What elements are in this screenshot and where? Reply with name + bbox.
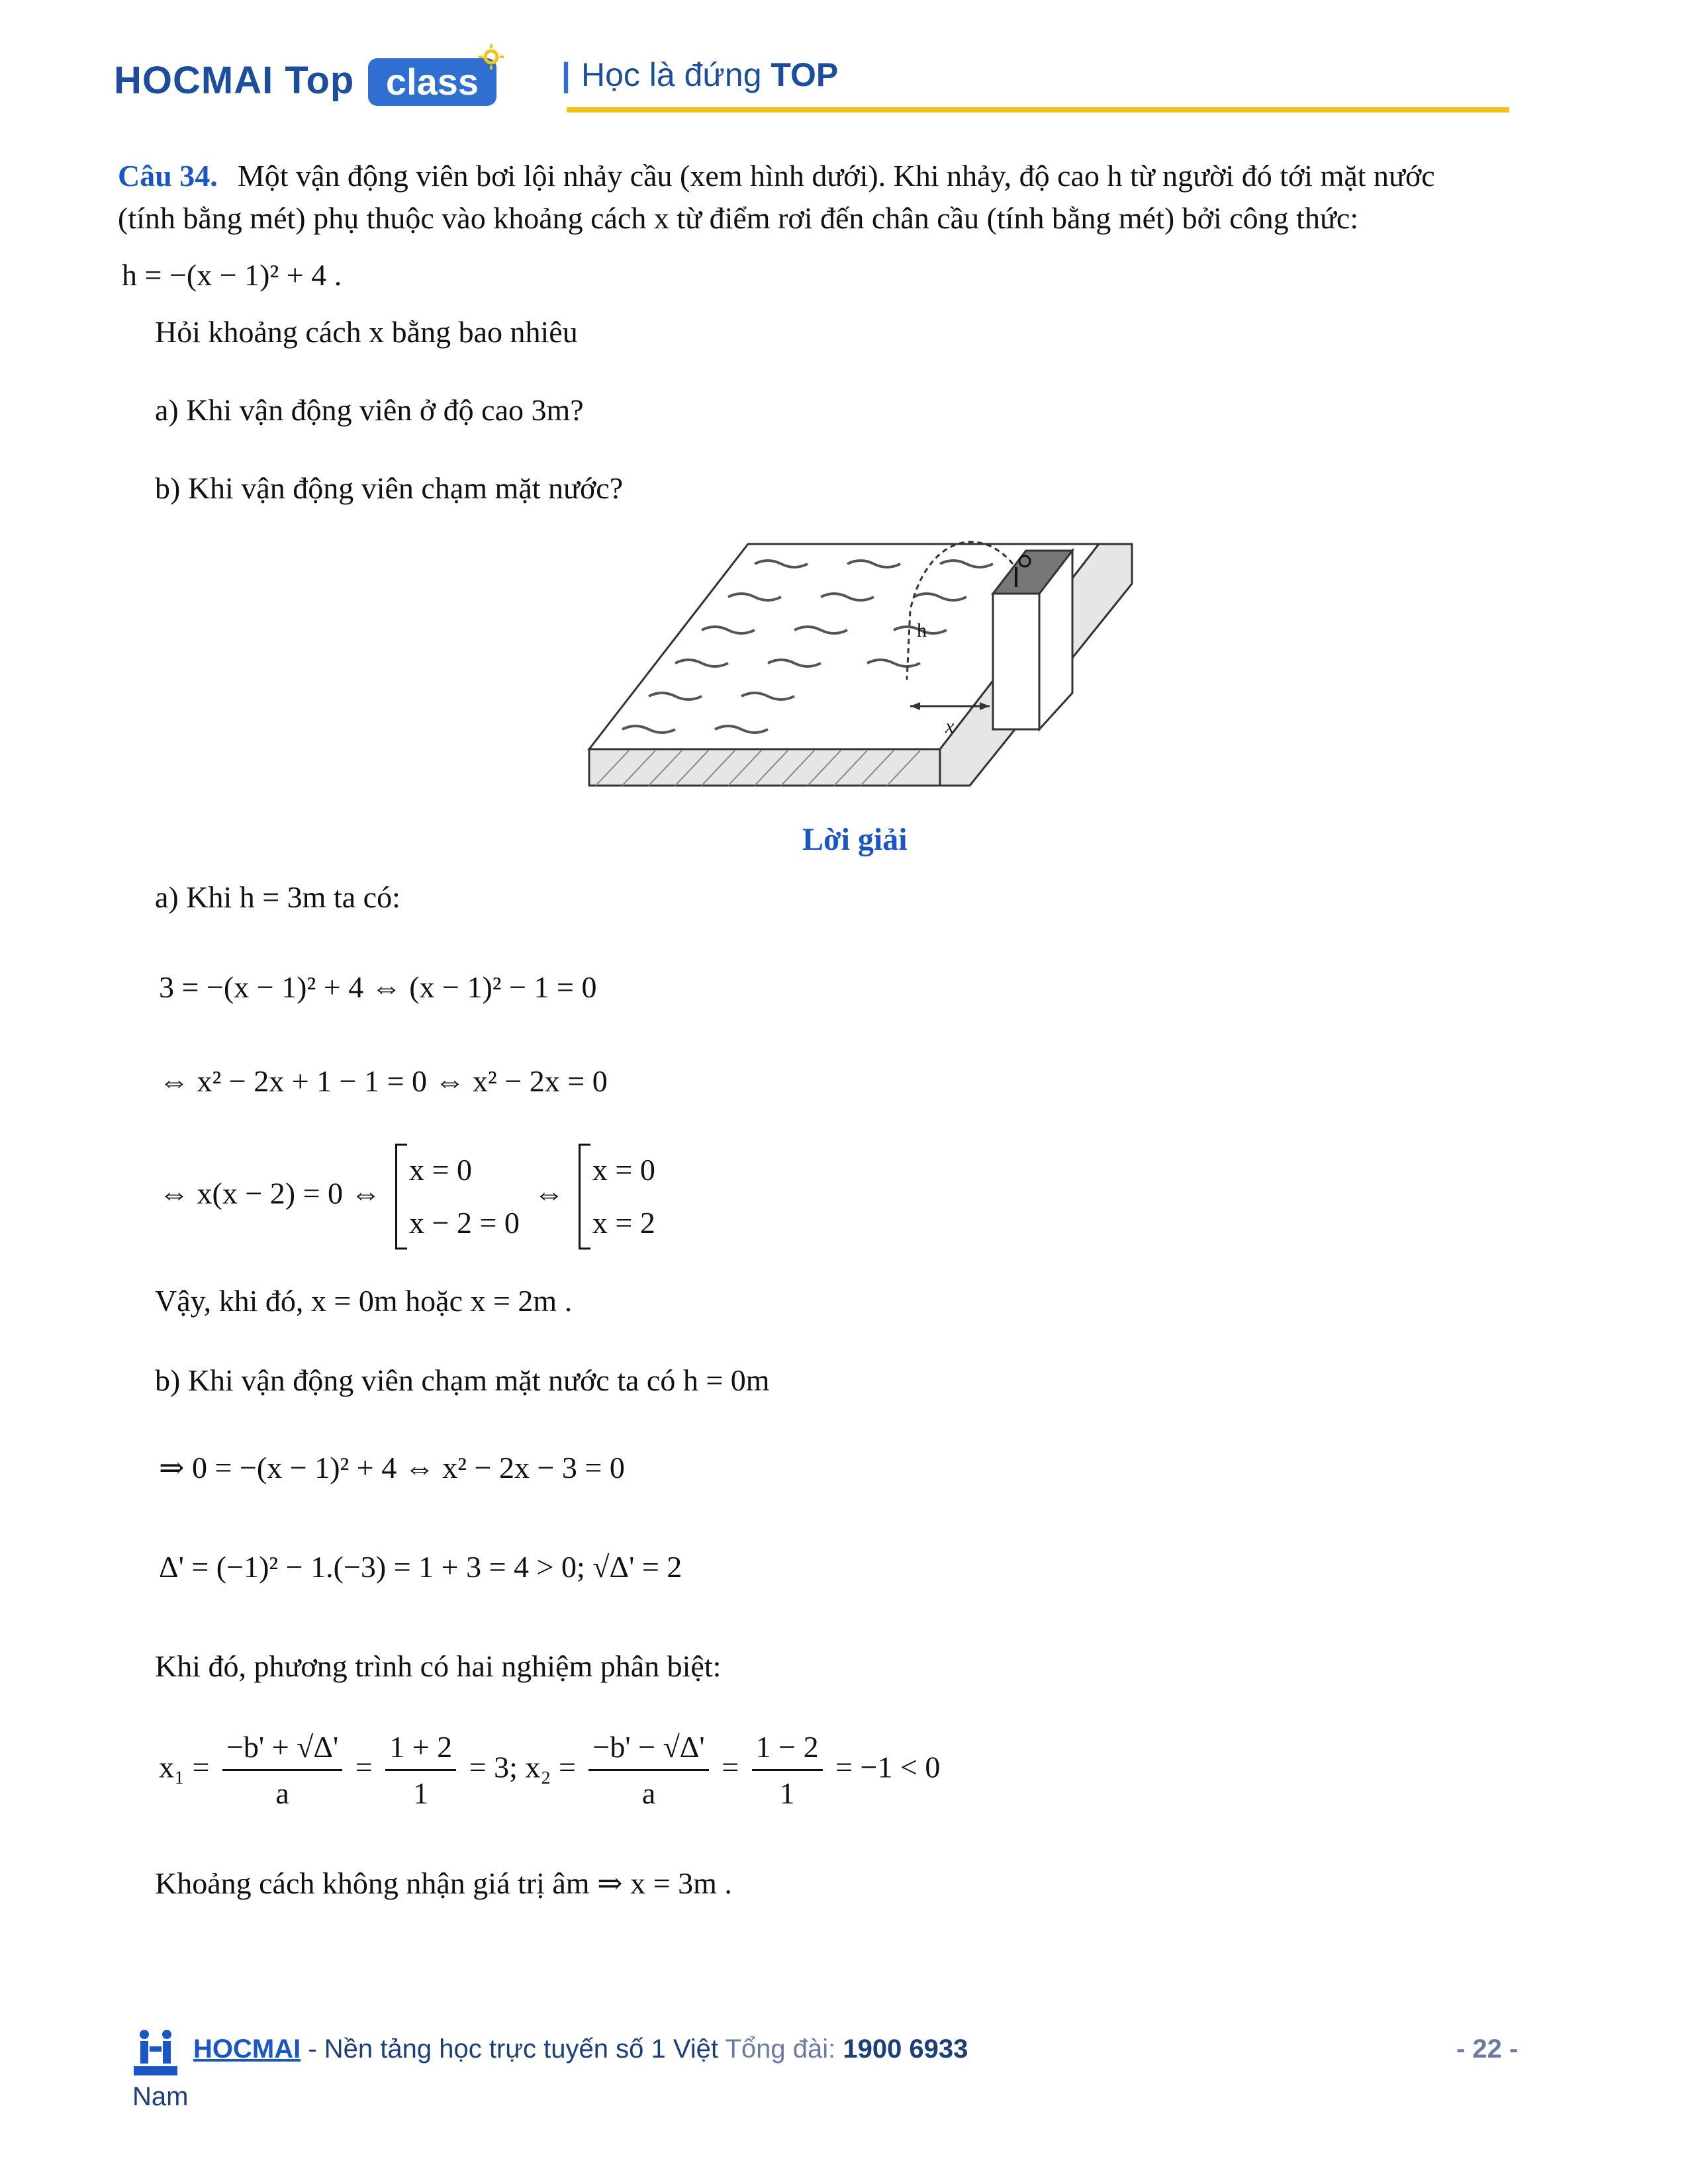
page-number: - 22 - xyxy=(1456,2034,1519,2064)
footer-hotline: 1900 6933 xyxy=(843,2034,968,2064)
sys1-bottom: x − 2 = 0 xyxy=(409,1206,520,1240)
logo-class-badge: class xyxy=(368,58,496,106)
x2-fraction-2 xyxy=(752,1729,823,1811)
eq3-mid: ⇔ xyxy=(534,1176,565,1210)
solution-a-eq1: 3 = −(x − 1)² + 4 ⇔ (x − 1)² − 1 = 0 xyxy=(159,970,597,1004)
slogan xyxy=(561,56,838,94)
sys2-bottom: x = 2 xyxy=(592,1206,655,1240)
x1-fraction xyxy=(222,1729,342,1811)
x1-num: −b' + √Δ' xyxy=(222,1729,342,1771)
x1-eq: = xyxy=(355,1750,373,1784)
solution-title: Lời giải xyxy=(802,822,908,857)
solution-b-intro: b) Khi vận động viên chạm mặt nước ta có h = 0m xyxy=(155,1363,770,1397)
x1-den2: 1 xyxy=(413,1776,429,1811)
slogan-text: Học là đứng xyxy=(581,56,771,93)
question-formula: h = −(x − 1)² + 4 . xyxy=(122,258,342,292)
solution-b-conclusion: Khoảng cách không nhận giá trị âm ⇒ x = 3m . xyxy=(155,1866,732,1900)
solution-b-roots-intro: Khi đó, phương trình có hai nghiệm phân biệt: xyxy=(155,1649,722,1683)
pool-edge xyxy=(589,749,940,786)
footer-brand-link[interactable]: HOCMAI xyxy=(193,2034,301,2064)
figure-label-x: x xyxy=(945,715,955,737)
x1-den: a xyxy=(275,1776,289,1811)
x2-den2: 1 xyxy=(779,1776,795,1811)
sun-icon xyxy=(478,44,504,70)
question-line-1 xyxy=(118,158,1435,194)
x1-label: x₁ = xyxy=(159,1750,210,1784)
solution-a-eq3 xyxy=(159,1144,662,1250)
system-bracket-1 xyxy=(395,1144,520,1250)
logo-text: HOCMAI Top xyxy=(114,59,355,102)
question-ask: Hỏi khoảng cách x bằng bao nhiêu xyxy=(155,315,578,349)
solution-b-roots xyxy=(159,1729,940,1811)
question-text-1: Một vận động viên bơi lội nhảy cầu (xem hình dưới). Khi nhảy, độ cao h từ người đó tới mặt nước xyxy=(237,159,1435,193)
footer-wrap: Nam xyxy=(132,2082,189,2111)
x2-result: = −1 < 0 xyxy=(835,1750,941,1784)
slogan-bar: | xyxy=(561,56,571,93)
x2-num2: 1 − 2 xyxy=(752,1729,823,1771)
x2-fraction xyxy=(588,1729,708,1811)
solution-a-eq2: ⇔ x² − 2x + 1 − 1 = 0 ⇔ x² − 2x = 0 xyxy=(159,1064,608,1098)
system-bracket-2 xyxy=(579,1144,655,1250)
header-rule xyxy=(567,107,1509,113)
sys2-top: x = 0 xyxy=(592,1153,655,1187)
x2-num: −b' − √Δ' xyxy=(588,1729,708,1771)
eq3-left: ⇔ x(x − 2) = 0 ⇔ xyxy=(159,1176,381,1210)
slogan-top: TOP xyxy=(771,56,839,93)
sys1-top: x = 0 xyxy=(409,1153,472,1187)
solution-a-conclusion: Vậy, khi đó, x = 0m hoặc x = 2m . xyxy=(155,1284,573,1318)
hocmai-logo-icon xyxy=(132,2026,179,2078)
x2-eq: = xyxy=(722,1750,739,1784)
x1-num2: 1 + 2 xyxy=(385,1729,456,1771)
solution-b-eq2: Δ' = (−1)² − 1.(−3) = 1 + 3 = 4 > 0; √Δ' = 2 xyxy=(159,1550,682,1584)
tower-front xyxy=(993,594,1039,729)
x1-fraction-2 xyxy=(385,1729,456,1811)
question-label: Câu 34. xyxy=(118,159,218,193)
footer-tagline: - Nền tảng học trực tuyến số 1 Việt xyxy=(301,2034,726,2064)
diving-figure xyxy=(583,537,1139,789)
footer-line xyxy=(193,2034,968,2064)
solution-a-intro: a) Khi h = 3m ta có: xyxy=(155,880,400,914)
question-part-a: a) Khi vận động viên ở độ cao 3m? xyxy=(155,393,584,427)
question-part-b: b) Khi vận động viên chạm mặt nước? xyxy=(155,471,624,505)
footer-hotline-label: Tổng đài: xyxy=(725,2034,843,2064)
solution-b-eq1: ⇒ 0 = −(x − 1)² + 4 ⇔ x² − 2x − 3 = 0 xyxy=(159,1451,625,1484)
x1-result: = 3; x₂ = xyxy=(469,1750,576,1784)
question-line-2: (tính bằng mét) phụ thuộc vào khoảng cách x từ điểm rơi đến chân cầu (tính bằng mét) bởi công thức: xyxy=(118,201,1359,235)
figure-label-h: h xyxy=(917,619,927,641)
x2-den: a xyxy=(641,1776,656,1811)
